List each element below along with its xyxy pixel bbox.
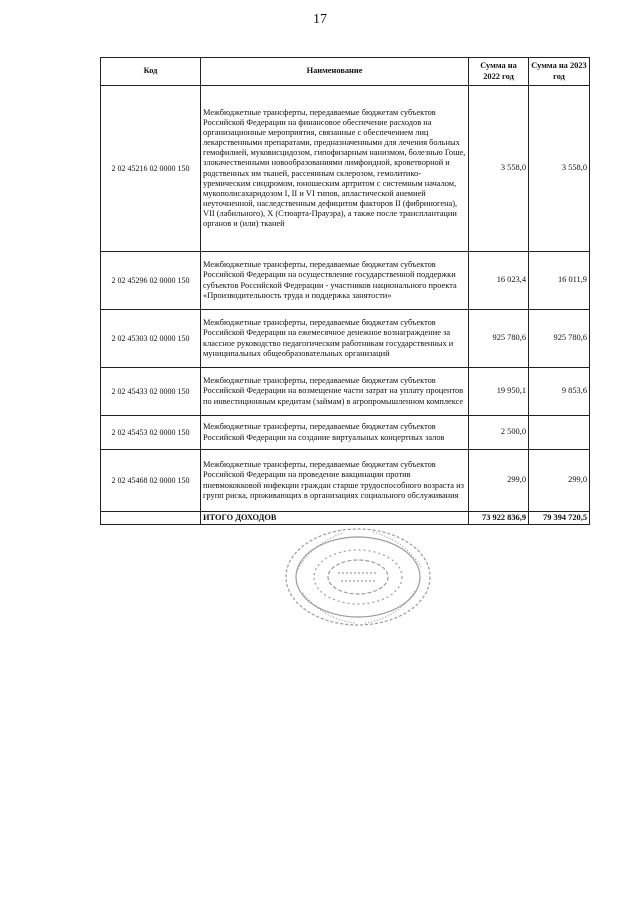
row-value-2022: 19 950,1 [469,368,529,416]
row-code: 2 02 45433 02 0000 150 [101,368,201,416]
header-code: Код [101,58,201,86]
row-value-2022: 2 500,0 [469,416,529,450]
row-value-2022: 16 023,4 [469,252,529,310]
row-value-2023: 9 853,6 [529,368,590,416]
table-row [101,416,590,450]
header-name: Наименование [201,58,469,86]
table-row [101,368,590,416]
row-name: Межбюджетные трансферты, передаваемые бюджетам субъектов Российской Федерации на проведение вакцинации против пневмококковой инфекции граждан старше трудоспособного возраста из групп риска, проживающих в организациях социального обслуживания [201,450,469,512]
row-name: Межбюджетные трансферты, передаваемые бюджетам субъектов Российской Федерации на финансовое обеспечение расходов на организационные мероприятия, связанные с обеспечением лиц лекарственными препаратами, предназначенными для лечения больных гемофилией, муковисцидозом, гипофизарным нанизмом, болезнью Гоше, злокачественными новообразованиями лимфоидной, кроветворной и родственных им тканей, рассеянным склерозом, гемолитико-уремическим синдромом, юношеским артритом с системным началом, мукополисахаридозом I, II и VI типов, апластической анемией неуточненной, наследственным дефицитом факторов II (фибриногена), VII (лабильного), X (Стюарта-Прауэра), а также после трансплантации органов и (или) тканей [201,86,469,252]
header-2023: Сумма на 2023 год [529,58,590,86]
total-value-2023: 79 394 720,5 [529,512,590,525]
row-code: 2 02 45453 02 0000 150 [101,416,201,450]
row-code: 2 02 45468 02 0000 150 [101,450,201,512]
table-row [101,310,590,368]
row-value-2023: 16 011,9 [529,252,590,310]
row-code: 2 02 45216 02 0000 150 [101,86,201,252]
row-code: 2 02 45303 02 0000 150 [101,310,201,368]
row-name: Межбюджетные трансферты, передаваемые бюджетам субъектов Российской Федерации на создание виртуальных концертных залов [201,416,469,450]
row-value-2023: 3 558,0 [529,86,590,252]
table-row [101,450,590,512]
total-code-cell [101,512,201,525]
row-code: 2 02 45296 02 0000 150 [101,252,201,310]
row-name: Межбюджетные трансферты, передаваемые бюджетам субъектов Российской Федерации на осуществление государственной поддержки субъектов Российской Федерации - участников национального проекта «Производительность труда и поддержка занятости» [201,252,469,310]
total-value-2022: 73 922 836,9 [469,512,529,525]
table-header-row [101,58,590,86]
table-row [101,252,590,310]
revenue-table [100,57,590,525]
row-value-2022: 299,0 [469,450,529,512]
row-value-2022: 925 780,6 [469,310,529,368]
total-label: ИТОГО ДОХОДОВ [201,512,469,525]
row-value-2023: 299,0 [529,450,590,512]
official-seal [283,523,433,631]
row-value-2023 [529,416,590,450]
table-row [101,86,590,252]
row-value-2022: 3 558,0 [469,86,529,252]
row-name: Межбюджетные трансферты, передаваемые бюджетам субъектов Российской Федерации на ежемесячное денежное вознаграждение за классное руководство педагогическим работникам государственных и муниципальных общеобразовательных организаций [201,310,469,368]
page-number: 17 [313,12,327,27]
row-name: Межбюджетные трансферты, передаваемые бюджетам субъектов Российской Федерации на возмещение части затрат на уплату процентов по инвестиционным кредитам (займам) в агропромышленном комплексе [201,368,469,416]
row-value-2023: 925 780,6 [529,310,590,368]
header-2022: Сумма на 2022 год [469,58,529,86]
